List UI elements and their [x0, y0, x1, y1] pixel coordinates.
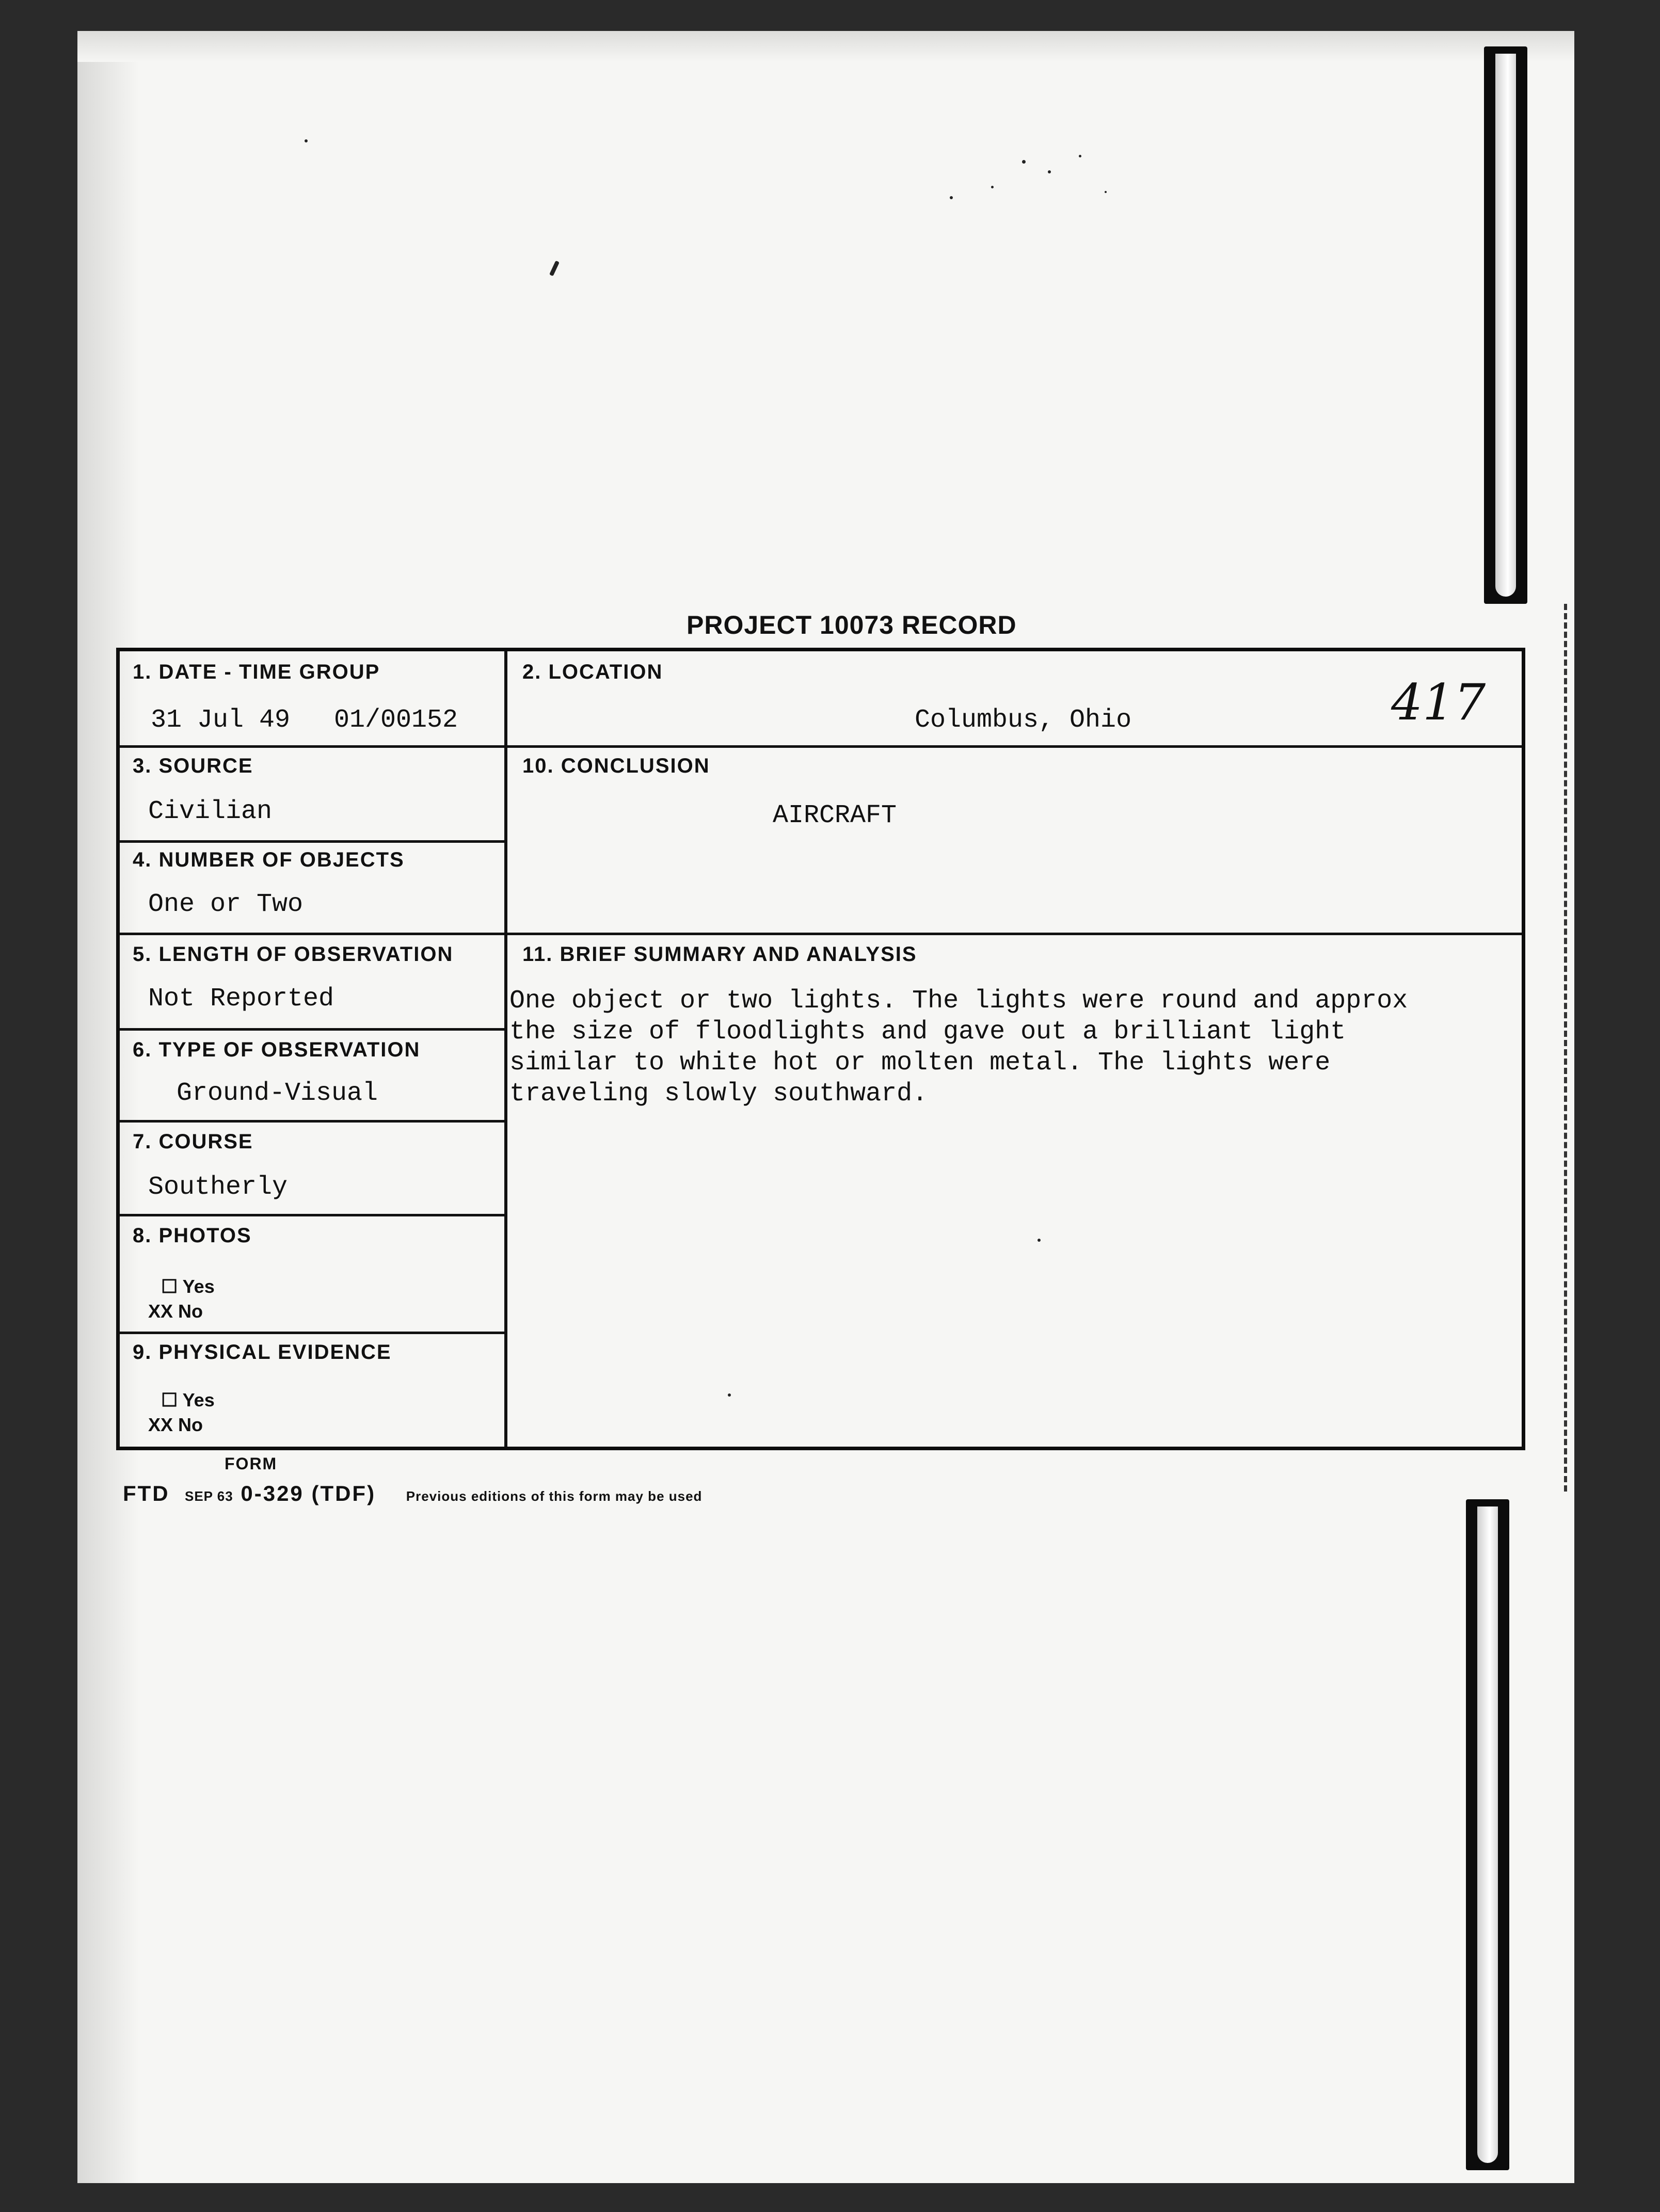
check-mark: XX: [148, 1301, 173, 1322]
evidence-no-label: No: [178, 1414, 203, 1435]
speck: [549, 261, 560, 277]
column-divider: [504, 651, 507, 1447]
length-label: 5. LENGTH OF OBSERVATION: [133, 943, 454, 966]
evidence-no-option: [148, 1414, 203, 1436]
check-mark: XX: [148, 1414, 173, 1435]
file-number: 417: [1391, 674, 1486, 731]
row-divider: [120, 745, 1522, 748]
speck: [1048, 170, 1051, 173]
location-value: Columbus, Ohio: [915, 706, 1132, 735]
row-divider: [120, 840, 504, 843]
date-time-label: 1. DATE - TIME GROUP: [133, 661, 380, 683]
type-value: Ground-Visual: [177, 1079, 378, 1108]
row-divider: [120, 933, 1522, 935]
row-divider: [120, 1214, 504, 1216]
film-edge-bar-bottom: [1466, 1499, 1509, 2170]
course-label: 7. COURSE: [133, 1130, 253, 1153]
photos-yes-label: Yes: [182, 1276, 215, 1297]
checkbox-empty-icon: ☐: [161, 1389, 178, 1410]
conclusion-label: 10. CONCLUSION: [522, 755, 710, 777]
speck: [950, 196, 953, 199]
num-objects-value: One or Two: [148, 890, 304, 919]
date-value: 31 Jul 49: [151, 706, 291, 735]
speck: [1105, 191, 1107, 193]
evidence-label: 9. PHYSICAL EVIDENCE: [133, 1341, 392, 1364]
evidence-yes-option: [161, 1389, 215, 1411]
footer-code: FTD: [123, 1481, 170, 1505]
speck: [1022, 160, 1026, 164]
location-label: 2. LOCATION: [522, 661, 663, 683]
checkbox-empty-icon: ☐: [161, 1276, 178, 1297]
speck: [991, 186, 994, 188]
photos-label: 8. PHOTOS: [133, 1224, 252, 1247]
course-value: Southerly: [148, 1173, 288, 1202]
footer-form-word: FORM: [225, 1454, 278, 1473]
page-title: PROJECT 10073 RECORD: [687, 611, 1017, 639]
summary-text: One object or two lights. The lights were round and approx the size of floodlights and gave out a brilliant light similar to white hot or molten metal. The lights were traveling slowly southward.: [509, 986, 1408, 1109]
num-objects-label: 4. NUMBER OF OBJECTS: [133, 848, 405, 871]
film-edge-bar-top: [1484, 46, 1527, 604]
time-value: 01/00152: [334, 706, 458, 735]
speck: [1079, 155, 1081, 157]
record-form: [116, 648, 1525, 1450]
form-footer: [123, 1481, 702, 1506]
photos-no-option: [148, 1301, 203, 1322]
photos-yes-option: [161, 1276, 215, 1297]
row-divider: [120, 1120, 504, 1123]
row-divider: [120, 1028, 504, 1031]
conclusion-value: AIRCRAFT: [773, 801, 897, 830]
speck: [305, 139, 308, 142]
source-label: 3. SOURCE: [133, 755, 253, 777]
footer-number: 0-329 (TDF): [241, 1481, 376, 1505]
form-edge-dashes: [1564, 604, 1567, 1492]
source-value: Civilian: [148, 797, 273, 826]
row-divider: [120, 1332, 504, 1334]
footer-date: SEP 63: [185, 1488, 233, 1504]
footer-note: Previous editions of this form may be used: [406, 1488, 703, 1504]
length-value: Not Reported: [148, 984, 334, 1014]
photos-no-label: No: [178, 1301, 203, 1322]
evidence-yes-label: Yes: [182, 1389, 215, 1410]
photo-shadow-top: [77, 31, 1574, 62]
type-label: 6. TYPE OF OBSERVATION: [133, 1038, 421, 1061]
summary-label: 11. BRIEF SUMMARY AND ANALYSIS: [522, 943, 917, 966]
